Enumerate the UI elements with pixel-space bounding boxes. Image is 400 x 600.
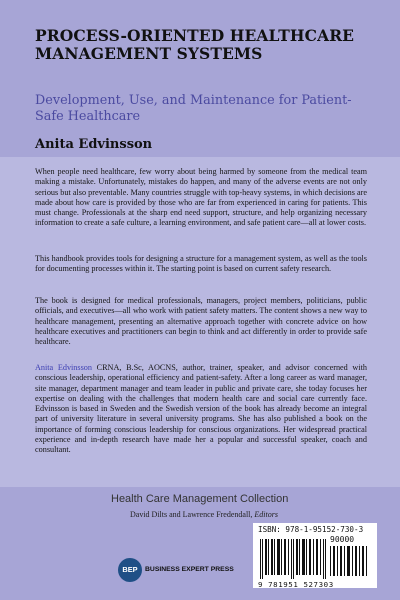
- blurb-paragraph-2: This handbook provides tools for designing a structure for a management system, as well as the tools for documenting processes within it. The starting point is based on current safety research.: [35, 254, 367, 274]
- book-subtitle: Development, Use, and Maintenance for Patient-Safe Healthcare: [35, 93, 352, 124]
- blurb-paragraph-1: When people need healthcare, few worry about being harmed by someone from the medical team making a mistake. Unfortunately, mistakes do happen, and many of the adverse events are not only serious but also preventable. Many countries struggle with top-heavy systems, in which decisions are made about how care is provided by those who are far from experienced in caring for patients. This must change. Professionals at the sharp end need support, structure, and help organizing necessary information to create a safe culture, a learning environment, and safe patient care—all at lower costs.: [35, 167, 367, 228]
- blurb-paragraph-3: The book is designed for medical professionals, managers, project members, politicians, public officials, and executives—all who work with patient safety matters. The content shows a new way to healthcare management, presenting an alternative approach together with concrete advice on how healthcare executives and practitioners can begin to think and act differently in order to provide safe healthcare.: [35, 296, 367, 347]
- editors-label: Editors: [252, 510, 278, 519]
- author-bio-text: CRNA, B.Sc, AOCNS, author, trainer, speaker, and advisor concerned with conscious leadership, operational efficiency and patient-safety. After a long career as ward manager, site manager, department manager and team leader in public and private care, she today focuses her expertise on dealing with the challenges that modern health care and social care currently face. Edvinsson is based in Sweden and the Swedish version of the book has already become an integral part of university literature in several university programs. She has also published a book on the importance of forming conscious leadership for conscious organizations. Her widespread practical experience and in-depth research have made her a popular and successful speaker, coach and consultant.: [35, 363, 367, 455]
- editors-names: David Dilts and Lawrence Fredendall,: [130, 510, 253, 519]
- publisher-name: BUSINESS EXPERT PRESS: [145, 566, 234, 573]
- header-band: [0, 0, 400, 157]
- publisher-logo: BEP: [118, 558, 142, 582]
- author-bio-name: Anita Edvinsson: [35, 363, 92, 372]
- book-title: PROCESS-ORIENTED HEALTHCARE MANAGEMENT SYSTEMS: [35, 26, 355, 63]
- book-author: Anita Edvinsson: [35, 137, 153, 152]
- author-bio: [35, 363, 367, 456]
- collection-title: Health Care Management Collection: [111, 493, 289, 505]
- price-barcode-icon: [330, 546, 370, 576]
- barcode-number: 9 781951 527303: [258, 580, 334, 589]
- barcode-icon: [260, 539, 326, 579]
- price-code: 90000: [330, 535, 355, 544]
- isbn-label: ISBN: 978-1-95152-730-3: [258, 525, 364, 534]
- collection-editors: [130, 510, 278, 519]
